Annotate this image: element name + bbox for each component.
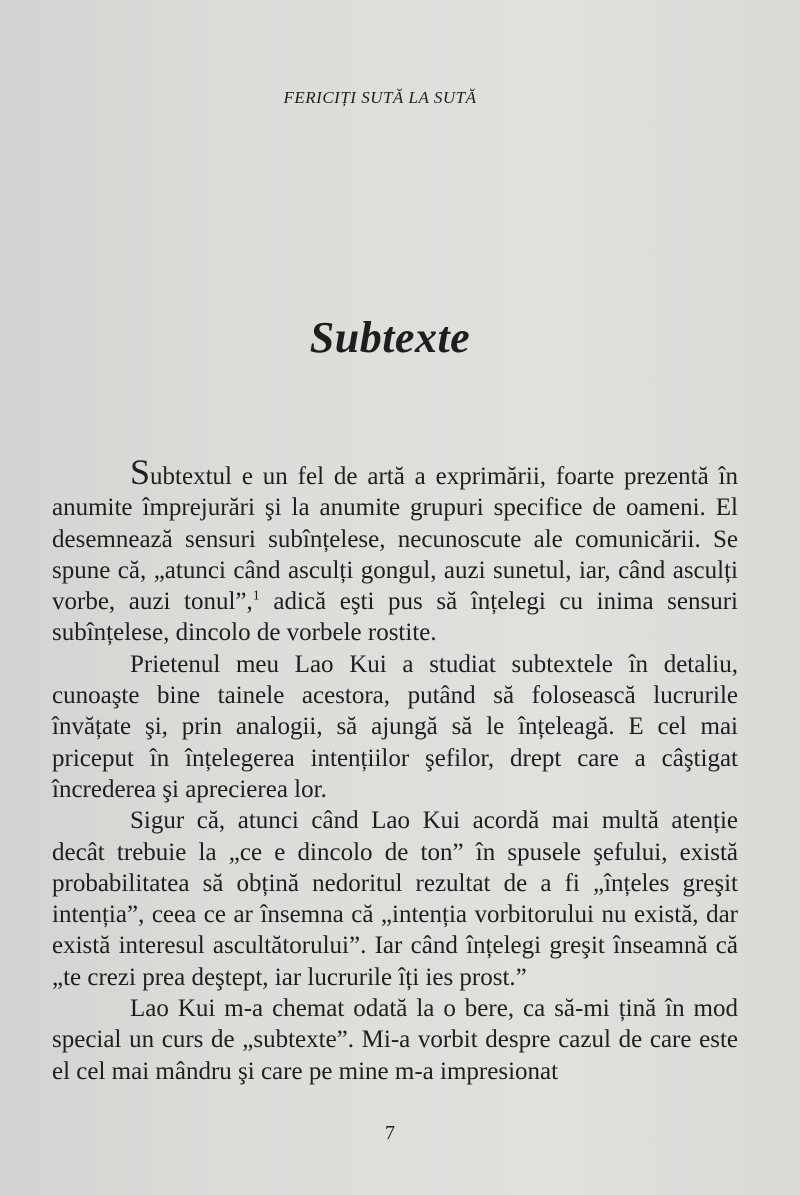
page-number: 7 — [385, 1122, 395, 1144]
paragraph-4: Lao Kui m-a chemat odată la o bere, ca să-mi țină în mod special un curs de „subtexte”. Mi-a vorbit despre cazul de care este el cel mai mândru şi care pe mine m-a impresionat — [52, 995, 738, 1085]
paragraph-3: Sigur că, atunci când Lao Kui acordă mai multă atenție decât trebuie la „ce e dincolo de ton” în spusele şefului, există probabilitatea să obțină nedoritul rezultat de a fi „înțeles greşit intenția”, ceea ce ar însemna că „intenția vorbitorului nu există, dar există interesul ascultătorului”. Iar când înțelegi greşit înseamnă că „te crezi prea deştept, iar lucrurile îți ies prost.” — [52, 807, 738, 991]
paragraph-1-text-b: adică eşti pus să înțelegi cu inima sensuri subînțelese, dincolo de vorbele rostite. — [52, 588, 738, 647]
running-head: FERICIȚI SUTĂ LA SUTĂ — [283, 88, 477, 107]
footnote-reference: 1 — [252, 588, 260, 604]
paragraph-1 — [52, 454, 738, 649]
body-text — [52, 454, 738, 1087]
paragraph-2: Prietenul meu Lao Kui a studiat subtextele în detaliu, cunoaşte bine tainele acestora, putând să folosească lucrurile învățate şi, prin analogii, să ajungă să le înțeleagă. E cel mai priceput în înțelegerea intențiilor şefilor, drept care a câştigat încrederea şi aprecierea lor. — [52, 650, 738, 803]
paragraph-1-text-a: ubtextul e un fel de artă a exprimării, foarte prezentă în anumite împrejurări şi la anumite grupuri specifice de oameni. El desemnează sensuri subînțelese, necunoscute ale comunicării. Se spune că, „atunci când asculți gongul, auzi sunetul, iar, când asculți vorbe, auzi tonul”, — [52, 463, 738, 616]
chapter-title: Subtexte — [309, 313, 471, 362]
drop-cap: S — [130, 452, 151, 492]
